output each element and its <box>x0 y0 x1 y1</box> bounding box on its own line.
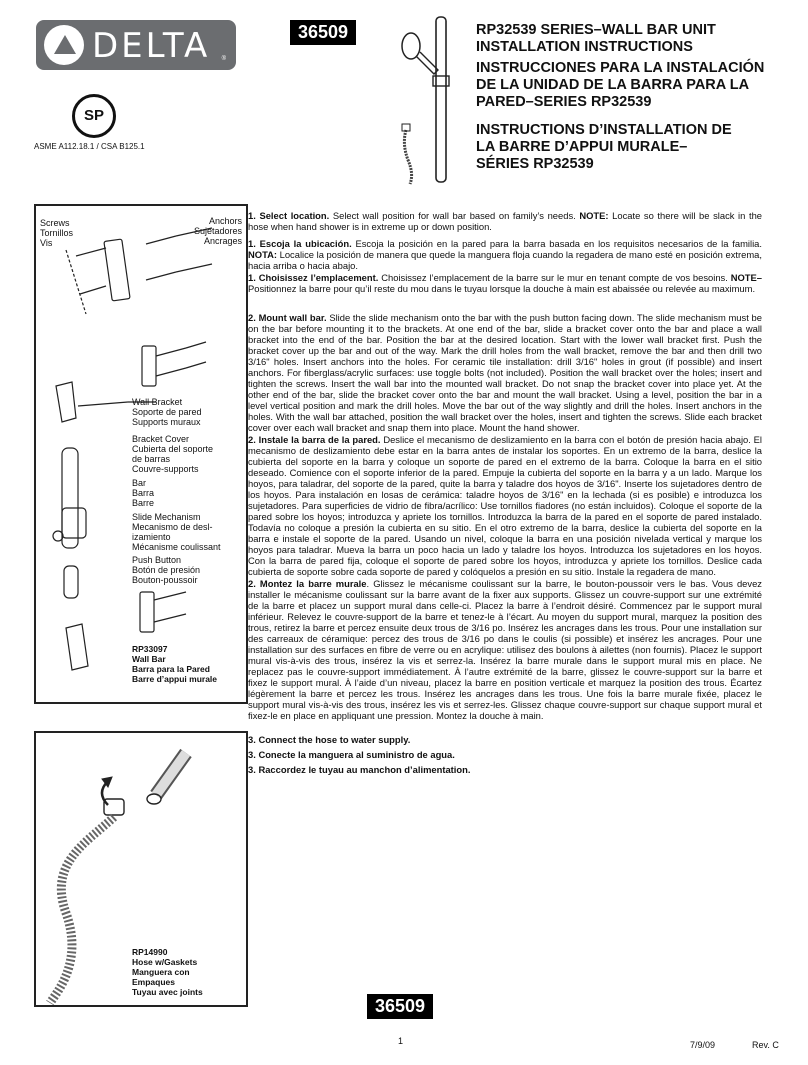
step-2-french: 2. Montez la barre murale. Glissez le mécanisme coulissant sur la barre, le bouton-poussoir vers le bas. Vous devez installer le mécanisme coulissant sur la barre avant de la fixer aux supports. Glissez un couvre-support sur une extrémité de la barre et placez un support mural dans celle-ci. Placez la barre à l’endroit désiré. Commencez par le support mural inférieur. Relevez le couvre-support de la barre et tenez-le à l’écart. Au moyen du support mural, marquez la position des trous, retirez la barre et percez ensuite deux trous de 3/16 po. Insérez les ancrages dans les trous. Pour une installation sur des carreaux de céramique: percez des trous de 3/16 po dans le coulis (si possible) et insérez les ancrages. Pour une installation sur des surfaces en fibre de verre ou en acrylique: utilisez des boulons à ailettes (non fournis). Placez le support mural vis-à-vis des trous, insérez la vis et serrez-la. Insérez la barre murale dans le support mural mis en place. Ne replacez pas le couvre-support immédiatement. À l’autre extrémité de la barre, glissez le couvre-support sur la barre et fixez le support mural. À l’aide d’un niveau, placez la barre en position verticale et marquez la position des trous. Écartez légèrement la barre et percez les trous. Insérez les ancrages dans les trous. Une fois la barre murale fixée, placez le support mural vis-à-vis des trous, insérez les vis et serrez-les. Glissez chaque couvre-support sur chaque support mural et fixez-le en place en appliquant une pression. Montez la douche à main. <box>248 578 762 721</box>
hose-part-code: RP14990 Hose w/Gaskets Manguera con Empaques Tuyau avec joints <box>132 947 203 997</box>
hose-diagram-panel <box>34 731 248 1007</box>
brand-name: DELTA <box>92 26 211 66</box>
label-push-button: Push Button Botón de presión Bouton-poussoir <box>132 555 201 585</box>
parts-diagram-panel <box>34 204 248 704</box>
step-2-spanish: 2. Instale la barra de la pared. Deslice el mecanismo de deslizamiento en la barra con el botón de presión hacia abajo. El mecanismo de deslizamiento debe estar en la barra antes de instalar los soportes. En un extremo de la barra, deslice la cubierta del soporte en la barra y coloque un soporte de pared en el extremo de la barra. Coloque la barra en el sitio deseado. Comience con el soporte inferior de la pared. Empuje la cubierta del soporte en la barra y a un lado. Marque los hoyos, para taladrar, del soporte de la pared, quite la barra y taladre dos hoyos de 3/16". Inserte los sujetadores dentro de los hoyos. Para instalación en losas de cerámica: taladre hoyos de 3/16" en la lechada (si es posible) e introduzca los sujetadores. Para superficies de vidrio de fibra/acrílico: Use tornillos fiadores (no están incluidos). Coloque el soporte de la pared sobre los hoyos; introduzca y apriete los tornillos. Introduzca la barra de la pared en el soporte de pared instalado. Todavía no coloque a presión la cubierta en su sitio. En el otro extremo de la barra, deslice la cubierta del soporte en la barra e instale el soporte de la pared. Usando un nivel, coloque la barra en una posición nivelada vertical y marque los hoyos para taladrar. Mueva la barra un poco hacia un lado y taladre los hoyos. Introduzca los sujetadores en los hoyos. Con la barra de pared fija, coloque el soporte de pared sobre los hoyos, introduzca y apriete los tornillos. Deslice cada cubierta de soporte sobre cada soporte de pared y colóquelos a presión en su sitio. Instale la regadera de mano. <box>248 434 763 577</box>
revision-label: Rev. C <box>752 1040 779 1050</box>
title-french: INSTRUCTIONS D’INSTALLATION DE LA BARRE D’APPUI MURALE– SÉRIES RP32539 <box>476 122 732 172</box>
model-number-badge: 36509 <box>290 20 356 45</box>
label-wall-bracket: Wall Bracket Soporte de pared Supports muraux <box>132 397 202 427</box>
step-3-spanish: 3. Conecte la manguera al suministro de agua. <box>248 749 455 760</box>
model-number-badge-bottom: 36509 <box>367 994 433 1019</box>
step-3-french: 3. Raccordez le tuyau au manchon d’alimentation. <box>248 764 471 775</box>
step-3-english: 3. Connect the hose to water supply. <box>248 734 411 745</box>
document-date: 7/9/09 <box>690 1040 716 1050</box>
csa-certification-icon: SP <box>72 94 116 138</box>
label-slide-mechanism: Slide Mechanism Mecanismo de desl- izamiento Mécanisme coulissant <box>132 512 221 552</box>
title-english: RP32539 SERIES–WALL BAR UNIT INSTALLATION INSTRUCTIONS <box>476 22 716 55</box>
label-anchors: Anchors Sujetadores Ancrages <box>193 216 242 246</box>
label-bracket-cover: Bracket Cover Cubierta del soporte de barras Couvre-supports <box>132 434 214 474</box>
label-screws: Screws Tornillos Vis <box>40 218 74 248</box>
step-1-spanish: 1. Escoja la ubicación. Escoja la posición en la pared para la barra basada en los requisitos necesarios de la familia. NOTA: Localice la posición de manera que quede la manguera floja cuando la regadera de mano esté en posición extrema, hacia arriba o hacia abajo. <box>248 238 762 271</box>
label-bar: Bar Barra Barre <box>132 478 155 508</box>
step-2-english: 2. Mount wall bar. Slide the slide mechanism onto the bar with the push button facing down. The slide mechanism must be on the bar before mounting it to the brackets. At one end of the bar, slide a bracket cover onto the bar and place a wall bracket into the end of the bar. Position the bar at the desired location. Start with the lower wall bracket first. Push the bracket cover up the bar and out of the way. Mark the drill holes from the wall bracket, remove the bar and then drill two 3/16" holes. Insert anchors into the holes. For ceramic tile installation: drill 3/16" holes in grout (if possible) and insert anchors. For fiberglass/acrylic surfaces: use toggle bolts (not included). Position the wall bracket over the holes; insert and tighten the screws. Insert the wall bar into the mounted wall bracket. Do not snap the bracket cover into place yet. At the other end of the bar, slide the bracket cover onto the bar and mount the wall bracket. Using a level, position the bar in a level vertical position and mark the drill holes. Move the bar out of the way slightly and drill the holes. Insert anchors in the holes. With the wall bar attached, position the wall bracket over the holes, insert and tighten the screws. Slide each bracket cover over each wall bracket and snap them into place. Mount the hand shower. <box>248 312 762 433</box>
trademark-mark: ® <box>221 56 226 62</box>
step-1-english: 1. Select location. Select wall position for wall bar based on family’s needs. NOTE: Locate so there will be slack in the hose when hand shower is in extreme up or down position. <box>248 210 762 232</box>
delta-logo <box>36 20 236 70</box>
title-spanish: INSTRUCCIONES PARA LA INSTALACIÓN DE LA UNIDAD DE LA BARRA PARA LA PARED–SERIES RP32539 <box>476 60 765 110</box>
certification-standards: ASME A112.18.1 / CSA B125.1 <box>34 142 145 151</box>
page-number: 1 <box>398 1036 404 1046</box>
wall-bar-unit-illustration <box>396 14 466 189</box>
step-1-french: 1. Choisissez l’emplacement. Choisissez l’emplacement de la barre sur le mur en tenant compte de vos besoins. NOTE– Positionnez la barre pour qu’il reste du mou dans le tuyau lorsque la douche à main est abaissée ou relevée au maximum. <box>248 272 762 294</box>
wall-bar-part-code: RP33097 Wall Bar Barra para la Pared Barre d’appui murale <box>132 644 218 684</box>
delta-triangle-icon <box>44 25 84 65</box>
